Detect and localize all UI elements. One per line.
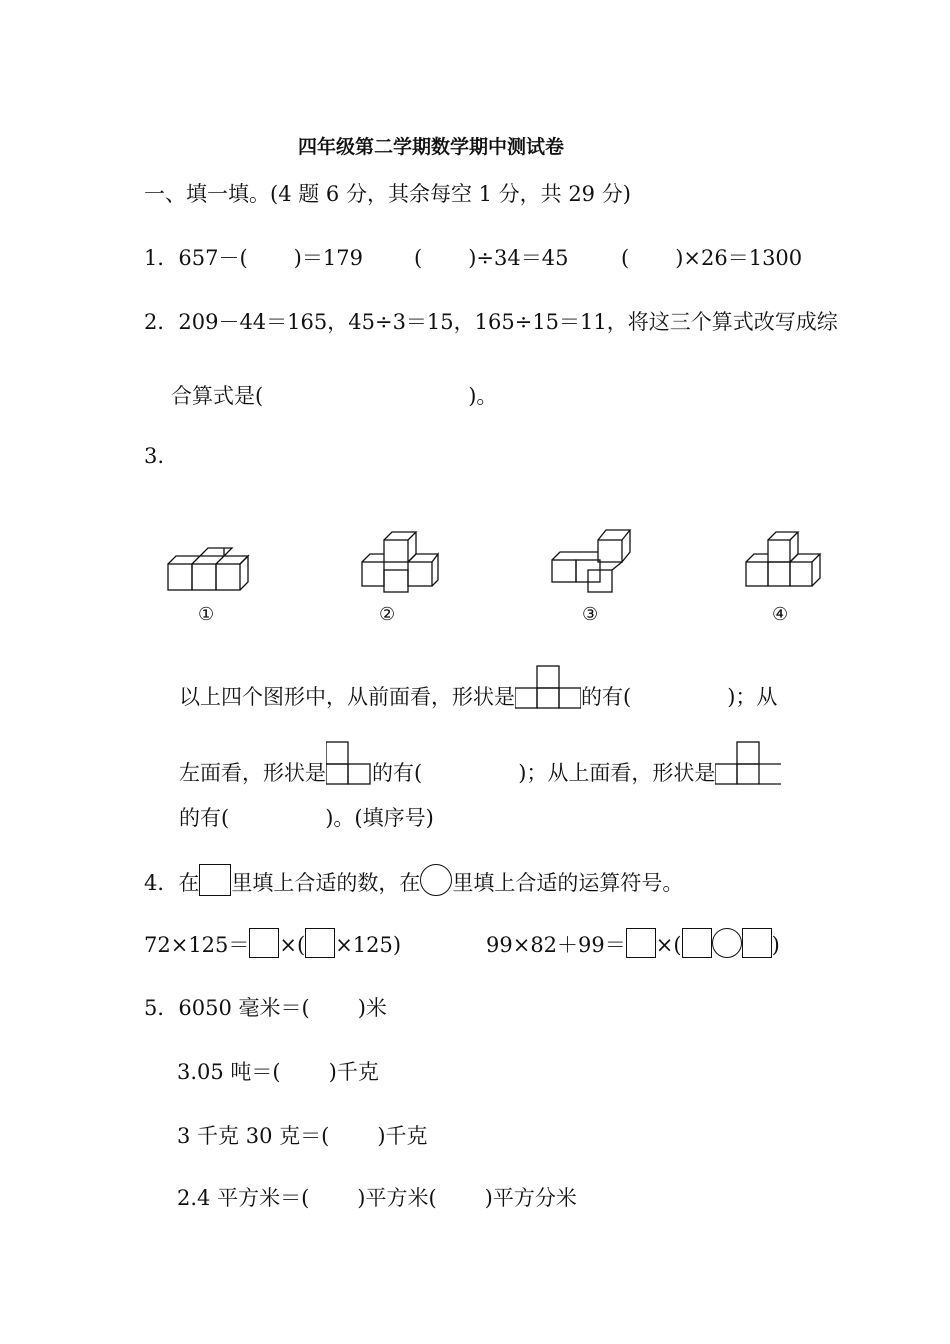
q4-expr2 xyxy=(486,928,780,959)
q1-expr-c: ( xyxy=(621,246,630,270)
question-1c xyxy=(621,242,802,272)
q3-line1-text-c: )；从 xyxy=(727,685,778,709)
q1-expr-a: 657－( xyxy=(178,246,248,270)
q4-expr2-b: ×( xyxy=(655,933,682,957)
q2-line1: 2．209－44＝165，45÷3＝15，165÷15＝11，将这三个算式改写成综 xyxy=(144,310,838,334)
q4-expr1-a: 72×125＝ xyxy=(144,933,250,957)
q3-line3-text-a: 的有( xyxy=(179,806,230,830)
circle-blank-icon xyxy=(420,864,452,896)
q2-text-a: 合算式是( xyxy=(171,384,264,408)
q3-line2 xyxy=(179,740,781,787)
q4-line1 xyxy=(144,864,683,897)
q2-line2 xyxy=(171,380,497,410)
question-1 xyxy=(144,242,363,272)
q4-expr2-c: ) xyxy=(771,933,780,957)
cube-figure-3 xyxy=(550,526,632,594)
q4-expr2-a: 99×82＋99＝ xyxy=(486,933,626,957)
cube-figure-1 xyxy=(166,544,248,592)
q3-line2-text-c: )；从上面看，形状是 xyxy=(518,761,716,785)
figure-label-4: ④ xyxy=(772,604,789,625)
q3-line1-text-a: 以上四个图形中，从前面看，形状是 xyxy=(179,685,515,709)
figure-label-3: ③ xyxy=(582,604,599,625)
q5-line4 xyxy=(177,1182,577,1212)
q5-line4-c: )平方分米 xyxy=(484,1186,577,1210)
square-blank-icon xyxy=(199,864,231,896)
q3-line1 xyxy=(179,664,777,711)
q5-line2-a: 3.05 吨＝( xyxy=(177,1060,281,1084)
q5-line3 xyxy=(177,1120,428,1150)
left-view-shape xyxy=(326,740,372,786)
q1-expr-b-end: )÷34＝45 xyxy=(468,246,569,270)
figure-label-2: ② xyxy=(379,604,396,625)
q5-line1-a: 5．6050 毫米＝( xyxy=(144,996,310,1020)
top-view-shape xyxy=(715,740,781,786)
q5-line4-a: 2.4 平方米＝( xyxy=(177,1186,310,1210)
q4-label: 4．在 xyxy=(144,871,200,895)
q1-label: 1． xyxy=(144,246,179,270)
q4-expr1 xyxy=(144,928,401,959)
q2-text-b: )。 xyxy=(468,384,498,408)
q4-box-4[interactable] xyxy=(682,928,712,958)
q5-line3-b: )千克 xyxy=(377,1124,428,1148)
q5-line3-a: 3 千克 30 克＝( xyxy=(177,1124,330,1148)
q4-box-3[interactable] xyxy=(626,928,656,958)
q5-line1-b: )米 xyxy=(357,996,387,1020)
q3-line2-text-b: 的有( xyxy=(372,761,423,785)
q1-expr-b: ( xyxy=(414,246,423,270)
q5-line2 xyxy=(177,1056,379,1086)
q1-expr-a-end: )＝179 xyxy=(293,246,363,270)
q3-line1-text-b: 的有( xyxy=(581,685,632,709)
page-title: 四年级第二学期数学期中测试卷 xyxy=(298,136,565,158)
q4-box-1[interactable] xyxy=(249,928,279,958)
front-view-shape xyxy=(515,664,581,710)
q4-text-mid2: 里填上合适的运算符号。 xyxy=(452,871,684,895)
q3-line2-text-a: 左面看，形状是 xyxy=(179,761,326,785)
cube-figure-4 xyxy=(744,528,826,594)
q4-text-mid1: 里填上合适的数，在 xyxy=(231,871,421,895)
q4-expr1-b: ×( xyxy=(279,933,306,957)
q5-line1 xyxy=(144,992,387,1022)
q3-label: 3. xyxy=(144,444,165,468)
q3-line3-text-b: )。(填序号) xyxy=(325,806,434,830)
q4-expr1-c: ×125) xyxy=(335,933,402,957)
q4-box-2[interactable] xyxy=(305,928,335,958)
q5-line2-b: )千克 xyxy=(328,1060,379,1084)
section-heading: 一、填一填。(4 题 6 分，其余每空 1 分，共 29 分) xyxy=(144,182,631,206)
cube-figure-2 xyxy=(360,528,438,594)
q5-line4-b: )平方米( xyxy=(357,1186,437,1210)
q3-line3 xyxy=(179,802,434,832)
q1-expr-c-end: )×26＝1300 xyxy=(675,246,803,270)
q4-box-5[interactable] xyxy=(742,928,772,958)
figure-label-1: ① xyxy=(198,604,215,625)
q4-circle[interactable] xyxy=(712,928,742,958)
question-1b xyxy=(414,242,568,272)
